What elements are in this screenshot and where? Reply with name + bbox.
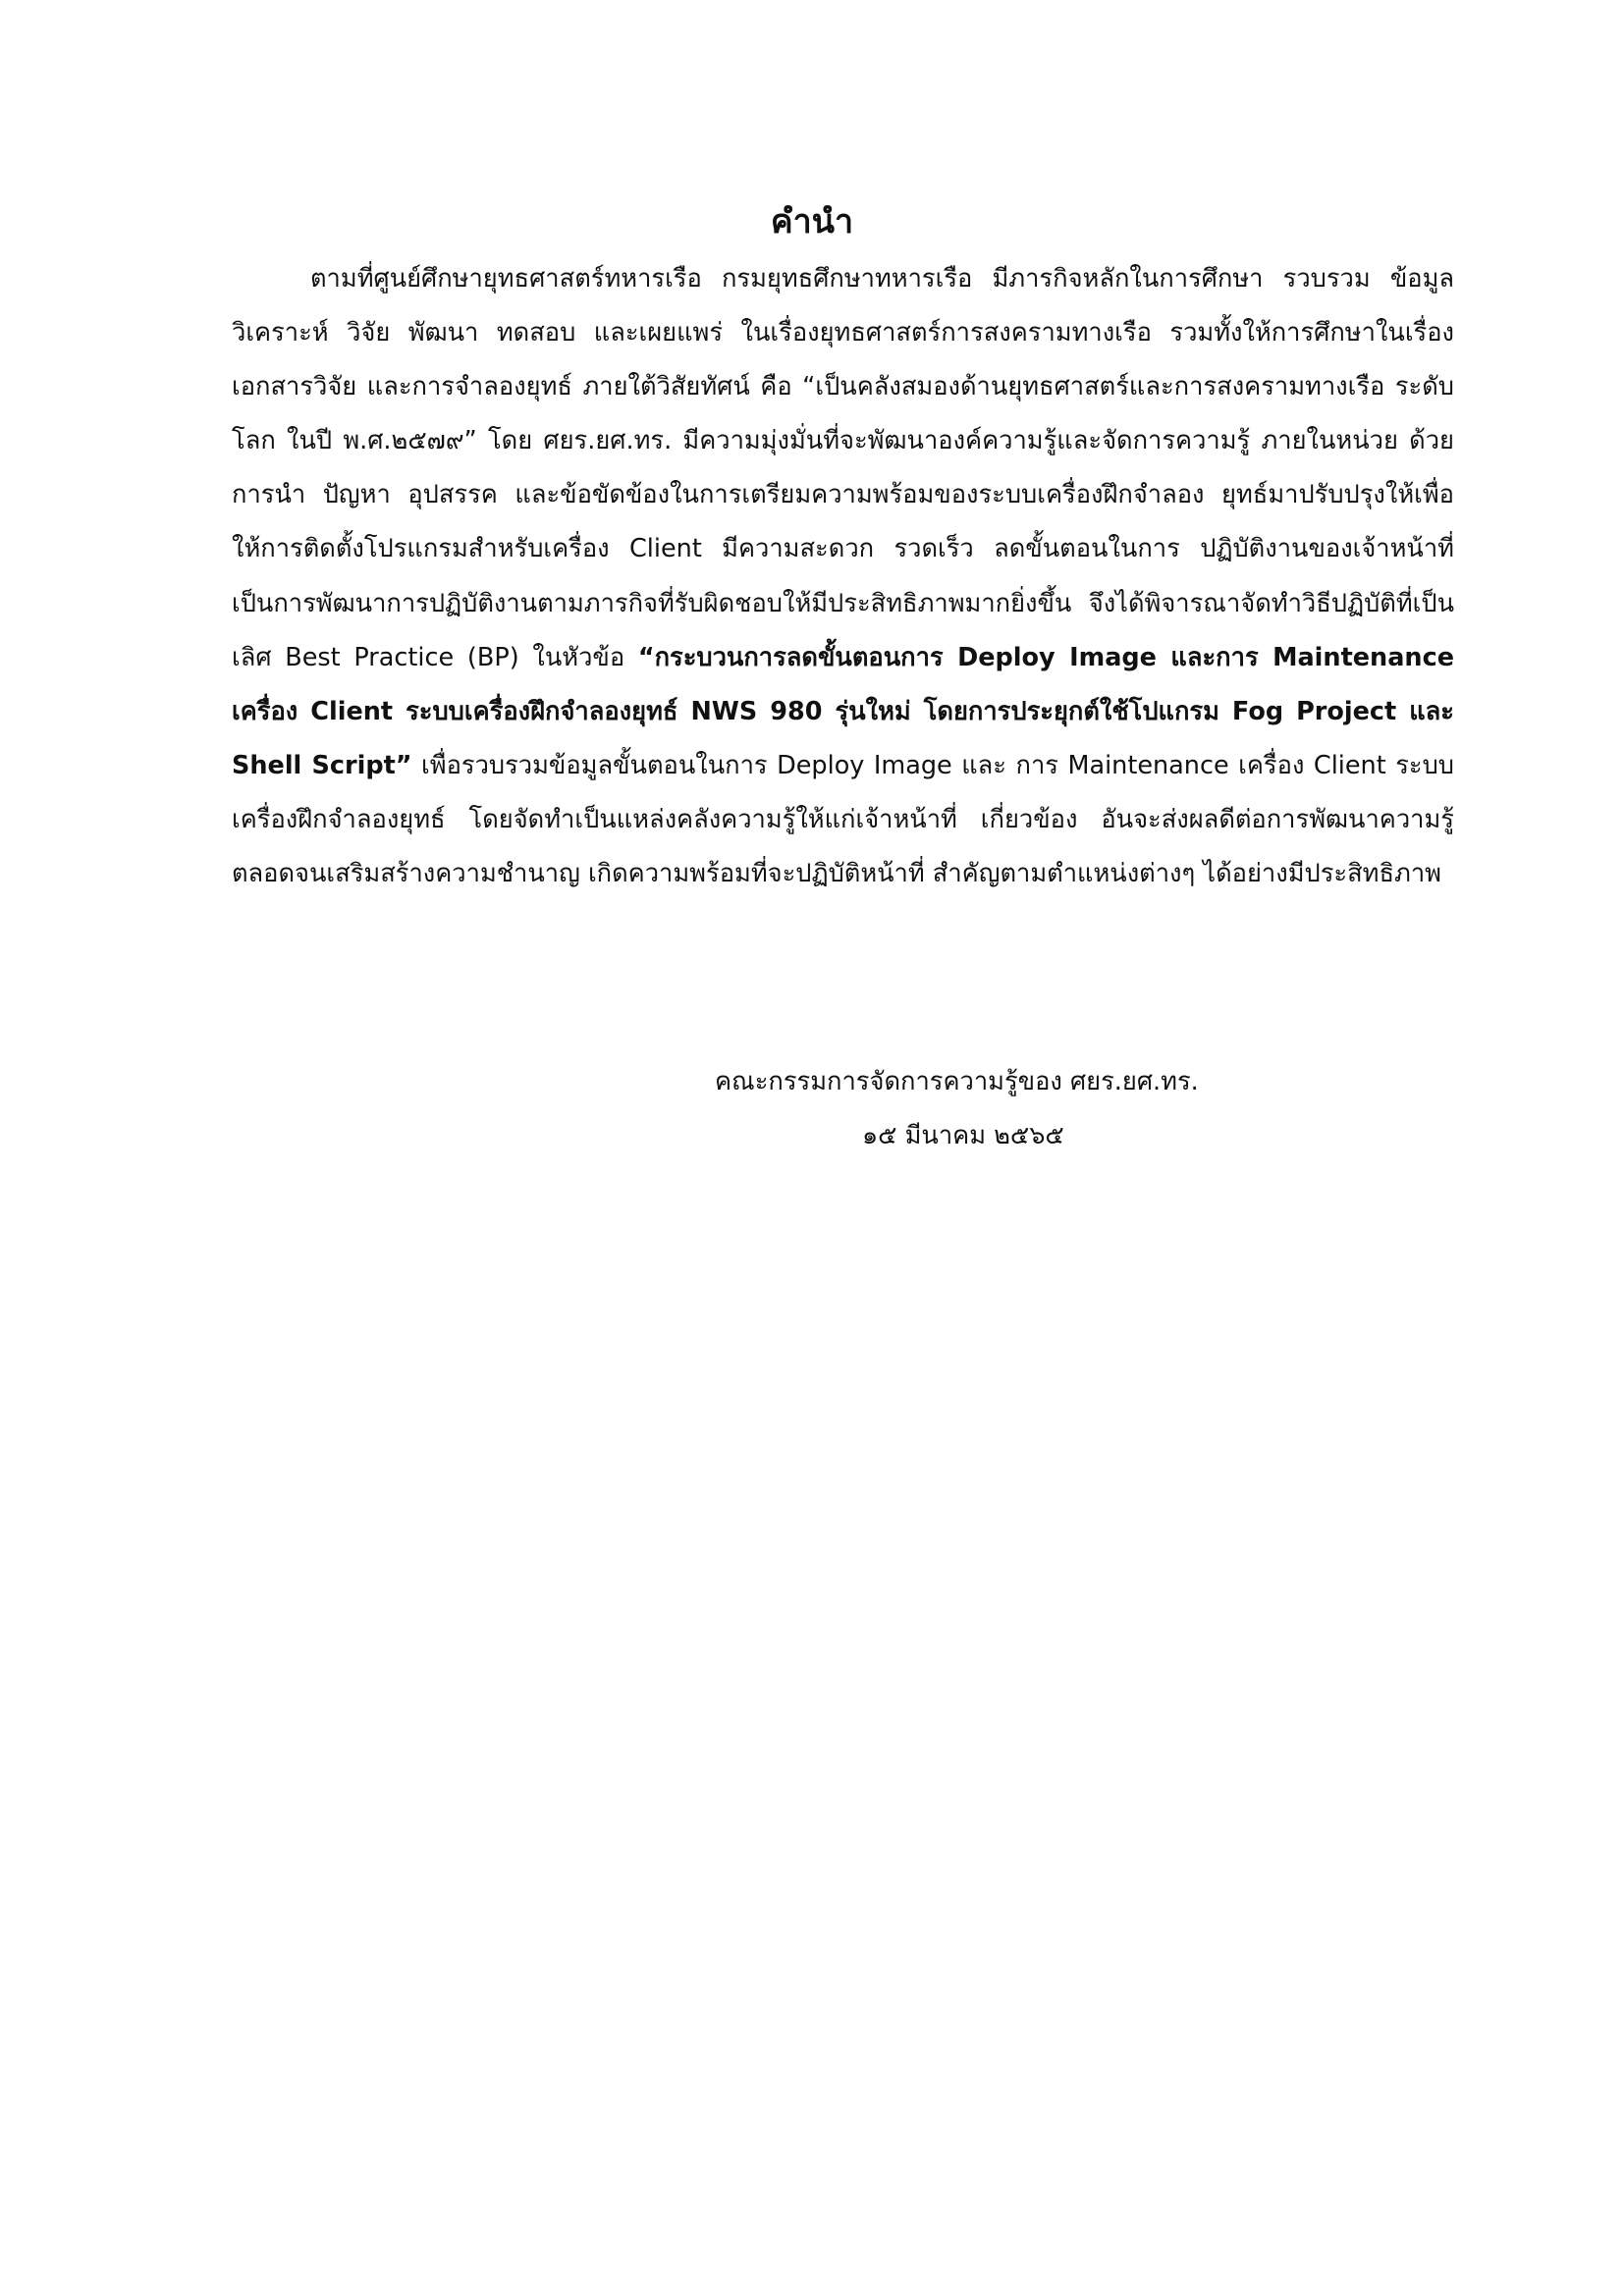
- preface-text-part-1: ตามที่ศูนย์ศึกษายุทธศาสตร์ทหารเรือ กรมยุทธศึกษาทหารเรือ มีภารกิจหลักในการศึกษา รวบรวม ข้อมูล วิเคราะห์ วิจัย พัฒนา ทดสอบ และเผยแพร่ ในเรื่องยุทธศาสตร์การสงครามทางเรือ รวมทั้งให้การศึกษาในเรื่อง เอกสารวิจัย และการจำลองยุทธ์ ภายใต้วิสัยทัศน์ คือ “เป็นคลังสมองด้านยุทธศาสตร์และการสงครามทางเรือ ระดับโลก ในปี พ.ศ.๒๕๗๙” โดย ศยร.ยศ.ทร. มีความมุ่งมั่นที่จะพัฒนาองค์ความรู้และจัดการความรู้ ภายในหน่วย ด้วยการนำ ปัญหา อุปสรรค และข้อขัดข้องในการเตรียมความพร้อมของระบบเครื่องฝึกจำลอง ยุทธ์มาปรับปรุงให้เพื่อให้การติดตั้งโปรแกรมสำหรับเครื่อง Client มีความสะดวก รวดเร็ว ลดขั้นตอนในการ ปฏิบัติงานของเจ้าหน้าที่ เป็นการพัฒนาการปฏิบัติงานตามภารกิจที่รับผิดชอบให้มีประสิทธิภาพมากยิ่งขึ้น จึงได้พิจารณาจัดทำวิธีปฏิบัติที่เป็นเลิศ Best Practice (BP) ในหัวข้อ: [232, 264, 1454, 672]
- signature-date: ๑๕ มีนาคม ๒๕๖๕: [862, 1121, 1064, 1150]
- preface-bold-topic: “กระบวนการลดขั้นตอนการ Deploy Image และการ Maintenance เครื่อง Client ระบบเครื่องฝึกจำลองยุทธ์ NWS 980 รุ่นใหม่ โดยการประยุกต์ใช้โปแกรม Fog Project และ Shell Script”: [232, 642, 1454, 780]
- preface-text-part-2: เพื่อรวบรวมข้อมูลขั้นตอนในการ Deploy Image และ การ Maintenance เครื่อง Client ระบบเครื่องฝึกจำลองยุทธ์ โดยจัดทำเป็นแหล่งคลังความรู้ให้แก่เจ้าหน้าที่ เกี่ยวข้อง อันจะส่งผลดีต่อการพัฒนาความรู้ตลอดจนเสริมสร้างความชำนาญ เกิดความพร้อมที่จะปฏิบัติหน้าที่ สำคัญตามตำแหน่งต่างๆ ได้อย่างมีประสิทธิภาพ: [232, 750, 1454, 889]
- page-title: คำนำ: [770, 202, 854, 241]
- signature-committee: คณะกรรมการจัดการความรู้ของ ศยร.ยศ.ทร.: [715, 1067, 1199, 1096]
- preface-paragraph: [232, 252, 1454, 901]
- signature-block: [715, 1055, 1199, 1163]
